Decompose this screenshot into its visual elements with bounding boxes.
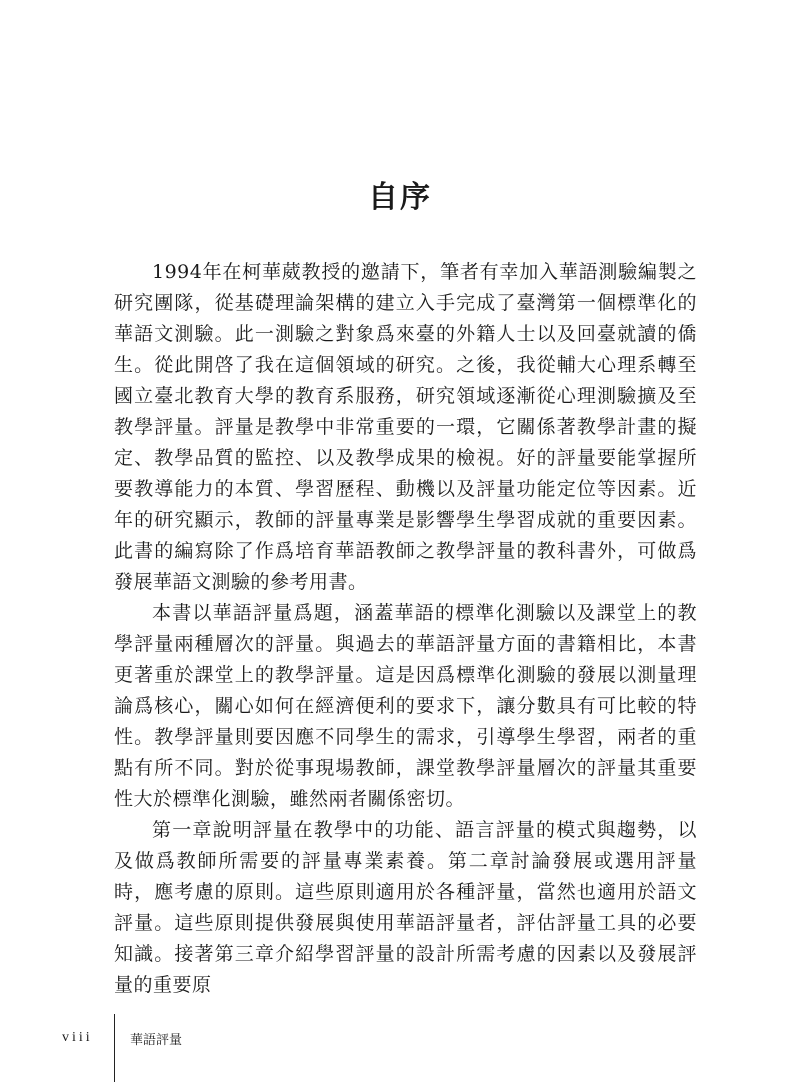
body-text xyxy=(114,257,697,1001)
paragraph: 1994年在柯華葳教授的邀請下，筆者有幸加入華語測驗編製之研究團隊，從基礎理論架構的建立入手完成了臺灣第一個標準化的華語文測驗。此一測驗之對象爲來臺的外籍人士以及回臺就讀的僑生。從此開啓了我在這個領域的研究。之後，我從輔大心理系轉至國立臺北教育大學的教育系服務，研究領域逐漸從心理測驗擴及至教學評量。評量是教學中非常重要的一環，它關係著教學計畫的擬定、教學品質的監控、以及教學成果的檢視。好的評量要能掌握所要教導能力的本質、學習歷程、動機以及評量功能定位等因素。近年的研究顯示，教師的評量專業是影響學生學習成就的重要因素。此書的編寫除了作爲培育華語教師之教學評量的教科書外，可做爲發展華語文測驗的參考用書。 xyxy=(114,261,697,593)
paragraph: 第一章說明評量在教學中的功能、語言評量的模式與趨勢，以及做爲教師所需要的評量專業素養。第二章討論發展或選用評量時，應考慮的原則。這些原則適用於各種評量，當然也適用於語文評量。這些原則提供發展與使用華語評量者，評估評量工具的必要知識。接著第三章介紹學習評量的設計所需考慮的因素以及發展評量的重要原 xyxy=(114,819,697,996)
running-footer-title: 華語評量 xyxy=(130,1033,183,1048)
paragraph: 本書以華語評量爲題，涵蓋華語的標準化測驗以及課堂上的教學評量兩種層次的評量。與過去的華語評量方面的書籍相比，本書更著重於課堂上的教學評量。這是因爲標準化測驗的發展以測量理論爲核心，關心如何在經濟便利的要求下，讓分數具有可比較的特性。教學評量則要因應不同學生的需求，引導學生學習，兩者的重點有所不同。對於從事現場教師，課堂教學評量層次的評量其重要性大於標準化測驗，雖然兩者關係密切。 xyxy=(114,602,697,810)
page-number: viii xyxy=(62,1030,93,1045)
footer-divider xyxy=(114,1014,115,1082)
page-title: 自序 xyxy=(368,180,432,216)
